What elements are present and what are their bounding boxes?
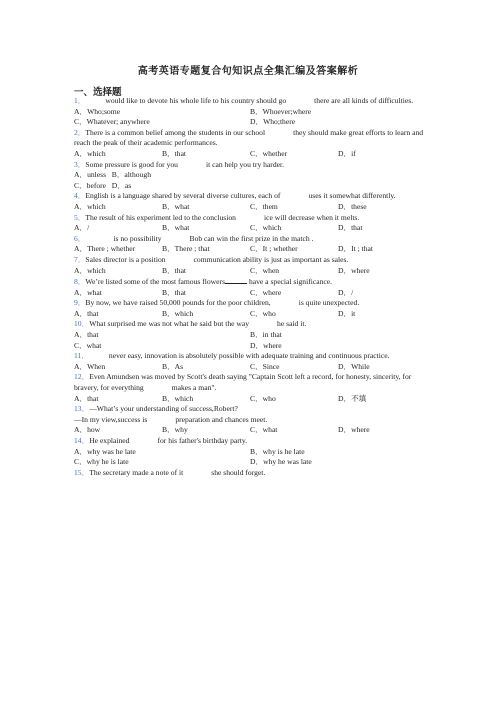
question-14: 14．He explained for his father's birthday party. bbox=[74, 436, 248, 445]
option[interactable]: D．where bbox=[338, 265, 370, 275]
option[interactable]: D．It ; that bbox=[338, 244, 374, 254]
option[interactable]: D．as bbox=[111, 180, 132, 190]
options-7 bbox=[74, 266, 426, 277]
option[interactable]: D．that bbox=[338, 223, 363, 233]
options-12 bbox=[74, 394, 426, 405]
option[interactable]: D．/ bbox=[338, 287, 354, 297]
answer-underline bbox=[225, 276, 247, 284]
option[interactable]: C．Since bbox=[250, 361, 280, 371]
option[interactable]: D．不填 bbox=[338, 393, 367, 403]
options-5 bbox=[74, 223, 426, 234]
question-2: 2．There is a common belief among the students in our school they should make great efforts to learn and reach the peak of their academic performances. bbox=[74, 127, 424, 148]
option[interactable]: B．which bbox=[162, 393, 194, 403]
option[interactable]: A．unless bbox=[74, 170, 107, 180]
option[interactable]: C．them bbox=[250, 201, 278, 211]
option[interactable]: A．why was he late bbox=[74, 446, 136, 456]
options-6 bbox=[74, 244, 426, 255]
option[interactable]: A．When bbox=[74, 361, 106, 371]
option[interactable]: A．what bbox=[74, 287, 102, 297]
option[interactable]: A．that bbox=[74, 330, 99, 340]
option[interactable]: D．if bbox=[338, 148, 356, 158]
option[interactable]: B．what bbox=[162, 201, 190, 211]
option[interactable]: B．although bbox=[111, 170, 151, 180]
option[interactable]: C．what bbox=[74, 340, 102, 350]
option[interactable]: A．that bbox=[74, 308, 99, 318]
option[interactable]: A．There ; whether bbox=[74, 244, 136, 254]
option[interactable]: D．it bbox=[338, 308, 356, 318]
option[interactable]: D．where bbox=[250, 340, 282, 350]
option[interactable]: C．which bbox=[250, 223, 282, 233]
option[interactable]: A．which bbox=[74, 201, 106, 211]
options-3 bbox=[74, 170, 426, 191]
option[interactable]: A．how bbox=[74, 425, 101, 435]
question-11: 11． never easy, innovation is absolutely possible with adequate training and continuous practice. bbox=[74, 351, 390, 361]
document-title: 高考英语专题复合句知识点全集汇编及答案解析 bbox=[137, 66, 359, 77]
option[interactable]: A．that bbox=[74, 393, 99, 403]
option[interactable]: B．As bbox=[162, 361, 184, 371]
option[interactable]: C．who bbox=[250, 308, 276, 318]
question-3: 3．Some pressure is good for you it can help you try harder. bbox=[74, 159, 285, 169]
question-7: 7．Sales director is a position communication ability is just as important as sales. bbox=[74, 254, 349, 264]
options-4 bbox=[74, 202, 426, 213]
question-15: 15．The secretary made a note of it she should forget. bbox=[74, 467, 266, 477]
question-10: 10．What surprised me was not what he said but the way he said it. bbox=[74, 319, 307, 329]
option[interactable]: C．what bbox=[250, 425, 278, 435]
question-8: 8．We’re listed some of the most famous flowers have a special significance. bbox=[74, 277, 333, 287]
question-9: 9．By now, we have raised 50,000 pounds for the poor children, is quite unexpected. bbox=[74, 298, 360, 308]
option[interactable]: C．Whatever; anywhere bbox=[74, 117, 150, 127]
question-1: 1． would like to devote his whole life to his country should go there are all kinds of difficulties. bbox=[74, 96, 414, 105]
option[interactable]: C．why he is late bbox=[74, 457, 129, 467]
option[interactable]: B．why bbox=[162, 425, 188, 435]
option[interactable]: B．that bbox=[162, 287, 187, 297]
question-5: 5．The result of his experiment led to the conclusion ice will decrease when it melts. bbox=[74, 212, 360, 222]
option[interactable]: B．that bbox=[162, 148, 187, 158]
option[interactable]: C．who bbox=[250, 393, 276, 403]
options-10 bbox=[74, 330, 426, 351]
question-12: 12．Even Amundsen was moved by Scott's death saying "Captain Scott left a record, for honesty, sincerity, for bravery, for everything makes a man". bbox=[74, 372, 412, 393]
option[interactable]: C．It ; whether bbox=[250, 244, 298, 254]
options-1 bbox=[74, 107, 426, 128]
option[interactable]: B．Whoever;where bbox=[250, 106, 312, 116]
options-9 bbox=[74, 309, 426, 320]
option[interactable]: A．which bbox=[74, 148, 106, 158]
option[interactable]: B．in that bbox=[250, 330, 282, 340]
question-6: 6． is no possibility Bob can win the first prize in the match . bbox=[74, 233, 314, 243]
options-8 bbox=[74, 288, 426, 299]
option[interactable]: D．these bbox=[338, 201, 367, 211]
option[interactable]: C．where bbox=[250, 287, 282, 297]
option[interactable]: D．where bbox=[338, 425, 370, 435]
options-2 bbox=[74, 149, 426, 160]
options-14 bbox=[74, 447, 426, 468]
option[interactable]: C．before bbox=[74, 180, 107, 190]
option[interactable]: D．While bbox=[338, 361, 370, 371]
option[interactable]: B．what bbox=[162, 223, 190, 233]
option[interactable]: B．that bbox=[162, 265, 187, 275]
option[interactable]: B．There ; that bbox=[162, 244, 210, 254]
option[interactable]: B．why is he late bbox=[250, 446, 305, 456]
option[interactable]: D．Who;there bbox=[250, 117, 296, 127]
option[interactable]: C．whether bbox=[250, 148, 288, 158]
question-13: 13．—What’s your understanding of success,Robert? —In my view,success is preparation and chances meet. bbox=[74, 404, 268, 424]
option[interactable]: A．/ bbox=[74, 223, 90, 233]
option[interactable]: A．Who;some bbox=[74, 106, 120, 116]
option[interactable]: B．which bbox=[162, 308, 194, 318]
question-4: 4．English is a language shared by several diverse cultures, each of uses it somewhat differently. bbox=[74, 191, 396, 201]
question-list bbox=[74, 96, 426, 478]
option[interactable]: D．why he was late bbox=[250, 457, 312, 467]
option[interactable]: A．which bbox=[74, 265, 106, 275]
options-11 bbox=[74, 362, 426, 373]
option[interactable]: C．when bbox=[250, 265, 280, 275]
options-13 bbox=[74, 425, 426, 436]
section-heading: 一、选择题 bbox=[74, 88, 122, 98]
